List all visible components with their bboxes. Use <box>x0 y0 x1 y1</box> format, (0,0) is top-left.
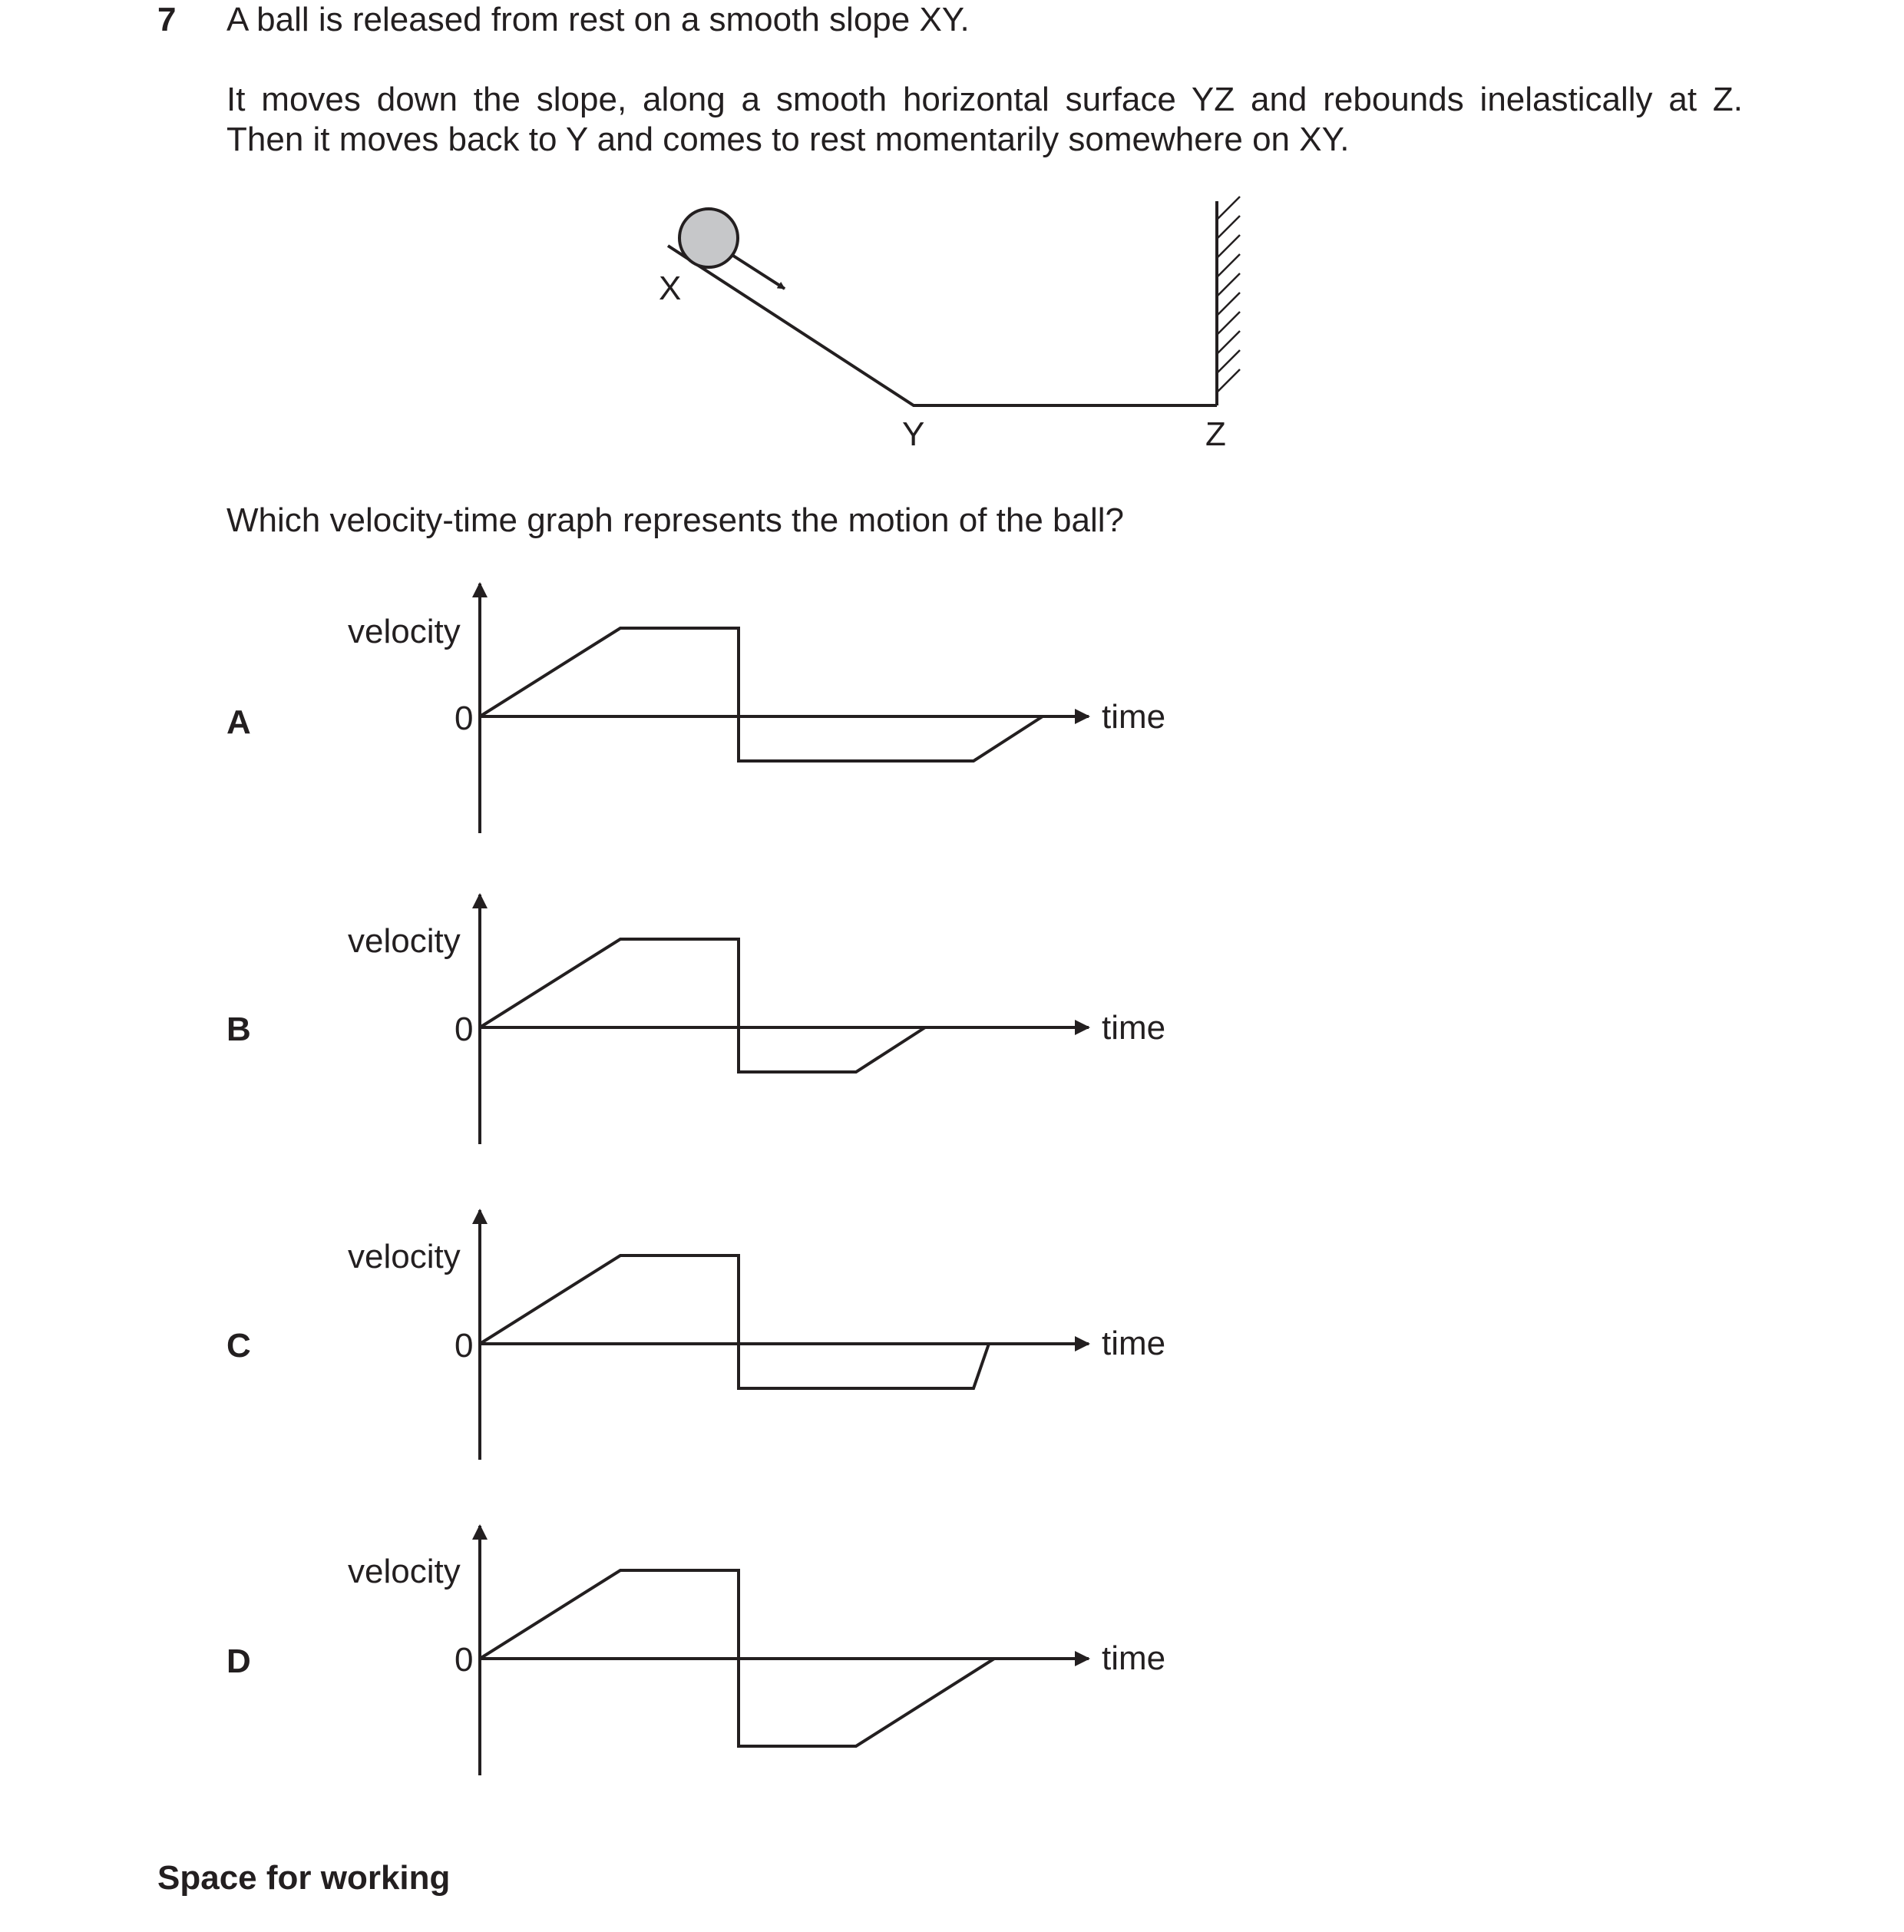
option-a-velocity-label: velocity <box>348 613 461 650</box>
option-d-zero-label: 0 <box>455 1641 474 1679</box>
option-a-zero-label: 0 <box>455 700 474 737</box>
option-c-letter: C <box>226 1327 251 1365</box>
option-a-letter: A <box>226 703 251 741</box>
label-y: Y <box>902 415 925 453</box>
option-c-zero-label: 0 <box>455 1327 474 1365</box>
option-b-time-label: time <box>1102 1009 1166 1047</box>
question-line-1: A ball is released from rest on a smooth slope XY. <box>226 1 970 38</box>
question-paragraph-line-1: It moves down the slope, along a smooth horizontal surface YZ and rebounds inelastically at Z. <box>226 81 1743 118</box>
option-c-velocity-label: velocity <box>348 1238 461 1275</box>
option-d-velocity-label: velocity <box>348 1553 461 1590</box>
option-b-velocity-label: velocity <box>348 922 461 960</box>
option-c-time-label: time <box>1102 1325 1166 1362</box>
option-d-letter: D <box>226 1643 251 1680</box>
question-prompt: Which velocity-time graph represents the motion of the ball? <box>226 501 1125 539</box>
option-b-letter: B <box>226 1011 251 1048</box>
question-number: 7 <box>157 1 177 38</box>
question-paragraph-line-2: Then it moves back to Y and comes to rest momentarily somewhere on XY. <box>226 121 1350 158</box>
option-a-time-label: time <box>1102 698 1166 736</box>
label-z: Z <box>1205 415 1226 453</box>
option-b-zero-label: 0 <box>455 1011 474 1048</box>
label-x: X <box>659 270 682 307</box>
option-d-time-label: time <box>1102 1639 1166 1677</box>
space-for-working-label: Space for working <box>157 1859 451 1897</box>
